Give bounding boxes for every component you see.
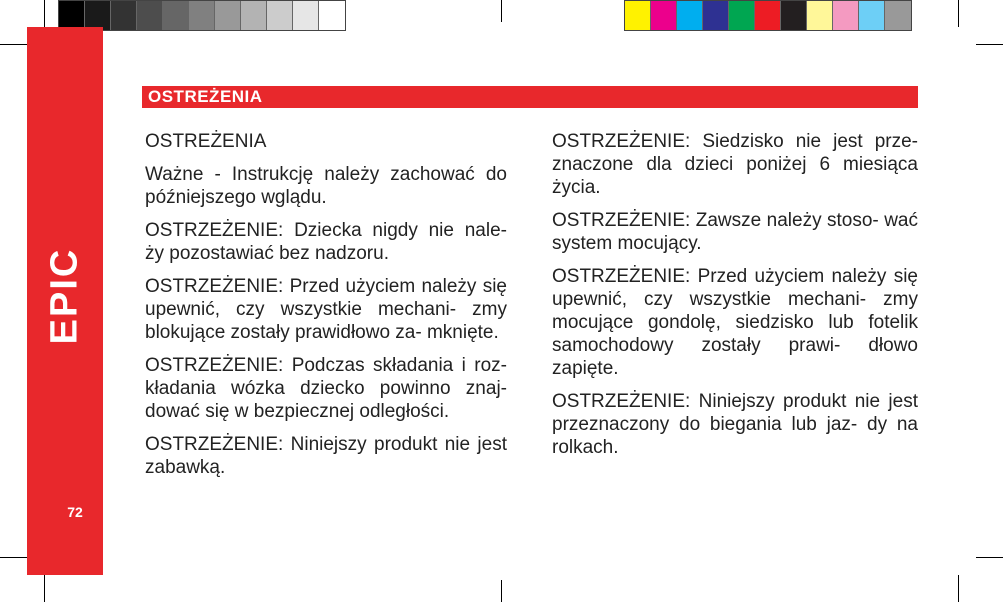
crop-mark xyxy=(0,44,27,45)
color-swatch xyxy=(267,1,293,30)
product-name-label: EPIC xyxy=(43,247,86,345)
color-swatch xyxy=(807,1,833,30)
paragraph: OSTRZEŻENIE: Niniejszy produkt nie jest zabawką. xyxy=(145,434,507,478)
color-swatch xyxy=(859,1,885,30)
color-swatch xyxy=(677,1,703,30)
color-swatch xyxy=(293,1,319,30)
crop-mark xyxy=(44,0,45,27)
paragraph: OSTRZEŻENIE: Siedzisko nie jest prze- znaczone dla dzieci poniżej 6 miesiąca życia. xyxy=(552,131,918,198)
left-text-column xyxy=(145,130,507,489)
page-number: 72 xyxy=(67,504,83,520)
color-swatch xyxy=(163,1,189,30)
crop-mark xyxy=(0,557,27,558)
color-swatch xyxy=(111,1,137,30)
color-swatch xyxy=(651,1,677,30)
color-swatch xyxy=(85,1,111,30)
section-title: OSTREŻENIA xyxy=(148,87,263,106)
color-swatch xyxy=(755,1,781,30)
paragraph: OSTRZEŻENIE: Niniejszy produkt nie jest przeznaczony do biegania lub jaz- dy na rolkach. xyxy=(552,391,918,458)
crop-mark xyxy=(958,575,959,602)
crop-mark xyxy=(501,580,502,602)
crop-mark xyxy=(958,0,959,27)
crop-mark xyxy=(501,0,502,22)
paragraph: OSTRZEŻENIE: Dziecka nigdy nie nale- ży pozostawiać bez nadzoru. xyxy=(145,220,507,264)
color-swatch xyxy=(703,1,729,30)
paragraph: OSTRZEŻENIE: Podczas składania i roz- kładania wózka dziecko powinno znaj- dować się w bezpiecznej odległości. xyxy=(145,355,507,422)
paragraph: OSTRZEŻENIE: Przed użyciem należy się upewnić, czy wszystkie mechani- zmy mocujące gondolę, siedzisko lub fotelik samochodowy zostały prawi- dłowo zapięte. xyxy=(552,266,918,379)
color-swatch xyxy=(833,1,859,30)
paragraph: OSTRZEŻENIE: Zawsze należy stoso- wać system mocujący. xyxy=(552,210,918,254)
paragraph: Ważne - Instrukcję należy zachować do późniejszego wglądu. xyxy=(145,164,507,208)
crop-mark xyxy=(976,557,1003,558)
paragraph: OSTREŻENIA xyxy=(145,131,267,152)
section-header-bar xyxy=(142,86,918,108)
color-swatch xyxy=(137,1,163,30)
right-text-column xyxy=(552,130,918,469)
color-swatch xyxy=(625,1,651,30)
color-swatch xyxy=(189,1,215,30)
color-swatch xyxy=(59,1,85,30)
crop-mark xyxy=(44,575,45,602)
color-swatch xyxy=(781,1,807,30)
crop-mark xyxy=(976,44,1003,45)
color-swatch xyxy=(215,1,241,30)
color-swatch xyxy=(729,1,755,30)
color-swatch xyxy=(319,1,345,30)
paragraph: OSTRZEŻENIE: Przed użyciem należy się upewnić, czy wszystkie mechani- zmy blokujące zostały prawidłowo za- mknięte. xyxy=(145,276,507,343)
color-swatch xyxy=(885,1,911,30)
process-color-bar xyxy=(624,0,912,31)
color-swatch xyxy=(241,1,267,30)
